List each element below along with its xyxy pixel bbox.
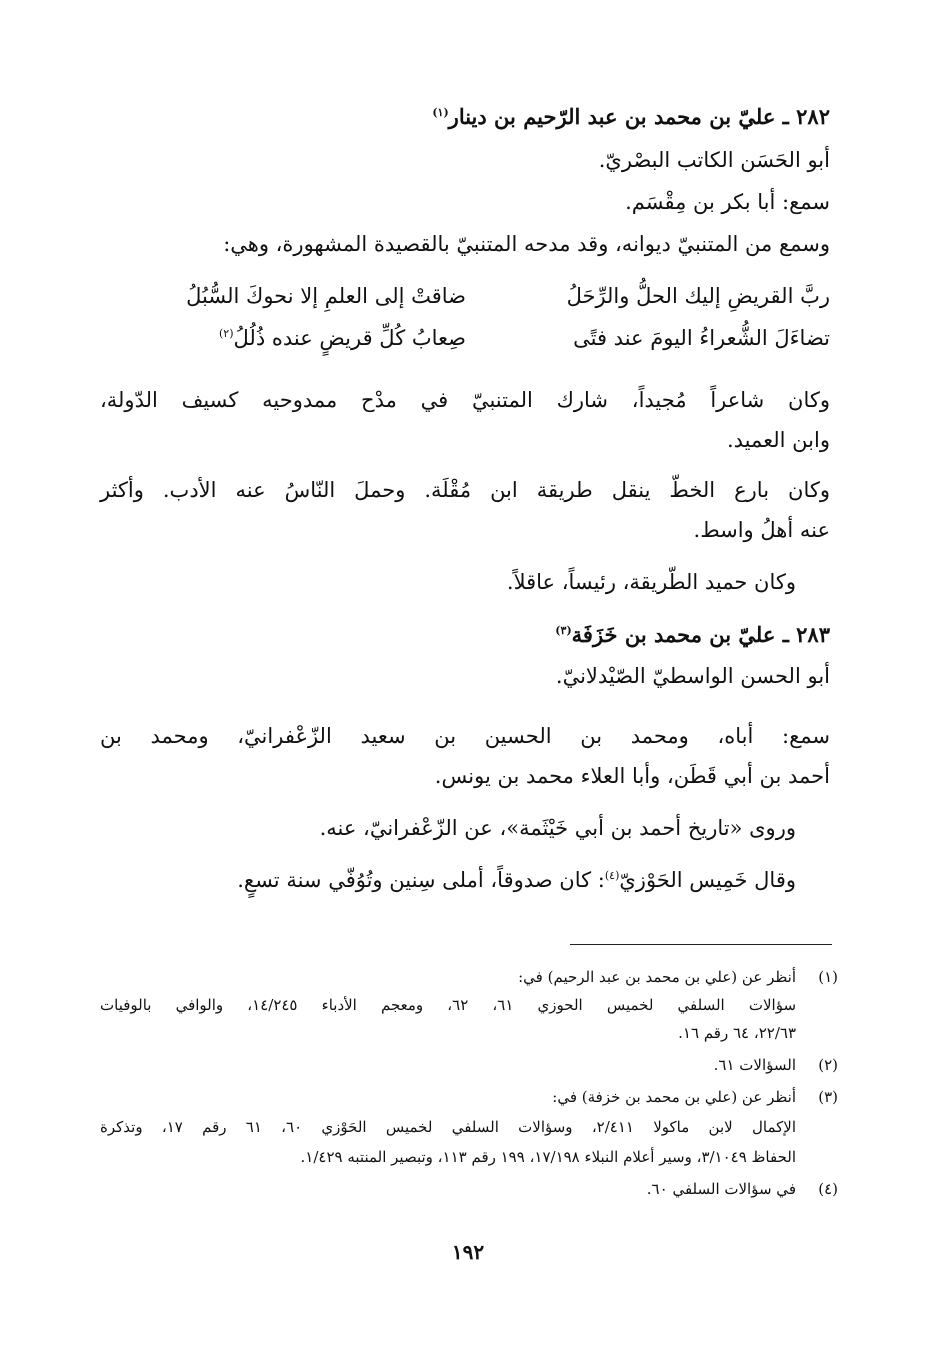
- footnote-number: (٢): [818, 1056, 838, 1074]
- footnote-ref: (٢): [219, 327, 234, 340]
- paragraph-line: أحمد بن أبي قَطَن، وأبا العلاء محمد بن يونس.: [434, 764, 830, 788]
- footnote-line: الحفاظ ٣/١٠٤٩، وسير أعلام النبلاء ١٧/١٩٨، ١٩٩ رقم ١١٣، وتبصير المنتبه ١/٤٢٩.: [300, 1148, 796, 1166]
- verse-hemistich-right: ربَّ القريضِ إليك الحلُّ والرِّحَلُ: [566, 284, 830, 308]
- text-segment: وقال خَمِيس الحَوْزيّ: [619, 868, 796, 892]
- footnote-ref: (٤): [604, 869, 620, 882]
- verse-hemistich-left: ضاقتْ إلى العلمِ إلا نحوكَ السُّبُلُ: [186, 284, 466, 308]
- verse-text: صِعابُ كُلِّ قريضٍ عنده ذُلُلُ: [233, 326, 466, 350]
- footnote-line: أنظر عن (علي بن محمد بن خزفة) في:: [552, 1088, 796, 1106]
- paragraph-line: وابن العميد.: [726, 428, 830, 452]
- paragraph-line: وكان بارع الخطّ ينقل طريقة ابن مُقْلَة. وحملَ النّاسُ عنه الأدب. وأكثر: [100, 478, 830, 502]
- footnote-line: في سؤالات السلفي ٦٠.: [646, 1180, 796, 1198]
- paragraph-line: عنه أهلُ واسط.: [693, 518, 830, 542]
- paragraph-line: وروى «تاريخ أحمد بن أبي خَيْثَمة»، عن الزّعْفرانيّ، عنه.: [319, 816, 796, 840]
- page-number: ١٩٢: [451, 1240, 485, 1264]
- footnote-number: (١): [818, 968, 838, 986]
- paragraph-line: وكان حميد الطّريقة، رئيساً، عاقلاً.: [506, 570, 796, 594]
- footnote-ref: (١): [432, 106, 449, 119]
- footnote-ref: (٣): [555, 624, 572, 637]
- footnote-line: الإكمال لابن ماكولا ٢/٤١١، وسؤالات السلفي لخميس الحَوْزي ٦٠، ٦١ رقم ١٧، وتذكرة: [100, 1118, 796, 1136]
- footnote-number: (٣): [818, 1088, 838, 1106]
- kunya-line: أبو الحسن الواسطيّ الصّيْدلانيّ.: [555, 664, 830, 688]
- footnote-line: السؤالات ٦١.: [713, 1056, 796, 1074]
- entry-heading-text: ٢٨٣ ـ عليّ بن محمد بن خَزَفَة: [571, 622, 830, 647]
- footnote-number: (٤): [818, 1180, 838, 1198]
- sama-line: سمع: أبا بكر بن مِقْسَم.: [625, 190, 830, 214]
- footnote-line: سؤالات السلفي لخميس الحوزي ٦١، ٦٢، ومعجم الأدباء ١٤/٢٤٥، والوافي بالوفيات: [100, 996, 797, 1014]
- footnote-line: ٢٢/٦٣، ٦٤ رقم ١٦.: [678, 1024, 796, 1042]
- entry-heading: [432, 104, 830, 129]
- footnote-line: أنظر عن (علي بن محمد بن عبد الرحيم) في:: [518, 968, 796, 986]
- entry-heading-text: ٢٨٢ ـ عليّ بن محمد بن عبد الرّحيم بن دينار: [448, 104, 830, 129]
- text-segment: : كان صدوقاً، أملى سِنين وتُوُفّي سنة تسعٍ.: [237, 868, 605, 892]
- paragraph-line: وكان شاعراً مُجيداً، شارك المتنبيّ في مدْح ممدوحيه كسيف الدّولة،: [100, 388, 830, 412]
- paragraph-line: [237, 868, 796, 893]
- paragraph-line: سمع: أباه، ومحمد بن الحسين بن سعيد الزّعْفرانيّ، ومحمد بن: [100, 724, 830, 748]
- footnote-separator: [570, 944, 832, 945]
- verse-hemistich-left: [219, 326, 466, 350]
- verse-hemistich-right: تضاءَلَ الشُّعراءُ اليومَ عند فتًى: [573, 326, 830, 350]
- kunya-line: أبو الحَسَن الكاتب البصْريّ.: [598, 148, 830, 172]
- text-line: وسمع من المتنبيّ ديوانه، وقد مدحه المتنبيّ بالقصيدة المشهورة، وهي:: [223, 232, 830, 256]
- entry-heading: [555, 622, 830, 647]
